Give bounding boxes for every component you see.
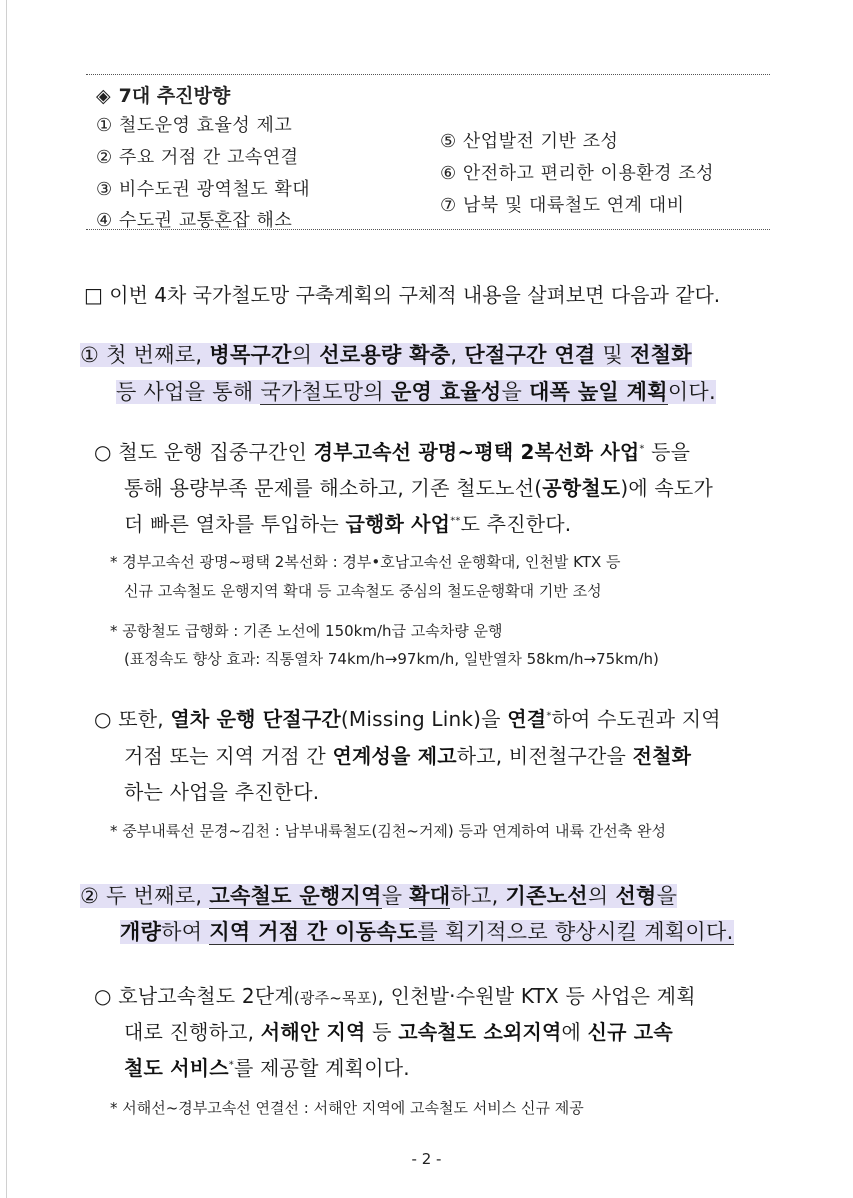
s1-b1-l2-seg1: 공항철도 — [542, 476, 621, 500]
s2-b1-l2-seg0: 대로 진행하고, — [124, 1020, 261, 1044]
s2-b1-l2-seg3: 고속철도 소외지역 — [398, 1020, 562, 1044]
s1-b2-l2-seg1: 연계성을 제고 — [332, 744, 457, 768]
s2-b1-l2-seg5: 신규 고속 — [587, 1020, 673, 1044]
s2-l1-seg8: 을 — [656, 884, 678, 908]
s1-l1-seg4: , — [450, 343, 465, 367]
direction-item-7: ⑦ 남북 및 대륙철도 연계 대비 — [440, 195, 685, 216]
section1-line2 — [116, 376, 716, 406]
s2-l1-seg4: 하고, — [450, 884, 506, 908]
s1-b2-l1-seg1: 열차 운행 단절구간 — [170, 707, 341, 731]
s1-l2-seg4: 대폭 높일 계획 — [529, 380, 668, 404]
section1-line1 — [80, 339, 692, 369]
direction-item-3: ③ 비수도권 광역철도 확대 — [96, 179, 311, 200]
s1-l1-seg0: ① 첫 번째로, — [80, 343, 210, 367]
s1-l1-seg3: 선로용량 확충 — [319, 343, 451, 367]
direction-item-4: ④ 수도권 교통혼잡 해소 — [96, 210, 293, 231]
s1-b2-l1-seg5: 하여 수도권과 지역 — [551, 707, 721, 731]
s1-l2-seg3: 을 — [501, 380, 530, 404]
intro-paragraph: □ 이번 4차 국가철도망 구축계획의 구체적 내용을 살펴보면 다음과 같다. — [84, 283, 721, 307]
s2-b1-l1-seg2: , 인천발·수원발 KTX 등 사업은 계획 — [377, 984, 696, 1008]
s2-bullet1-line3 — [124, 1052, 410, 1081]
direction-item-5: ⑤ 산업발전 기반 조성 — [440, 131, 619, 152]
s1-b2-l1-seg0: ○ 또한, — [94, 707, 171, 731]
s1-l1-seg1: 병목구간 — [209, 343, 292, 367]
direction-box — [86, 74, 770, 230]
s1-b1-l2-seg2: )에 속도가 — [620, 476, 713, 500]
s1-b1-l3-seg1: 급행화 사업 — [345, 512, 451, 536]
s1-b2-l1-seg2: (Missing Link)을 — [340, 707, 508, 731]
s1-b2-l2-seg2: 하고, 비전철구간을 — [456, 744, 633, 768]
s2-note1: * 서해선~경부고속선 연결선 : 서해안 지역에 고속철도 서비스 신규 제공 — [110, 1099, 584, 1117]
section2-line1 — [80, 880, 677, 910]
s1-l2-seg2: 운영 효율성 — [390, 380, 502, 404]
s1-b2-l2-seg3: 전철화 — [632, 744, 692, 768]
s1-note2-line1: * 공항철도 급행화 : 기존 노선에 150km/h급 고속차량 운행 — [110, 622, 503, 640]
s1-l1-seg2: 의 — [291, 343, 320, 367]
s2-l1-seg1: 고속철도 운행지역 — [209, 884, 382, 908]
s2-bullet1-line2 — [124, 1016, 673, 1045]
s2-l1-seg6: 의 — [587, 884, 616, 908]
section2-line2 — [120, 916, 734, 946]
s1-b1-l3-seg0: 더 빠른 열차를 투입하는 — [124, 512, 346, 536]
s2-l2-seg2: 지역 거점 간 이동속도 — [209, 920, 418, 944]
s2-b1-l1-seg0: ○ 호남고속철도 2단계 — [94, 984, 294, 1008]
s2-b1-l2-seg1: 서해안 지역 — [260, 1020, 366, 1044]
s1-b1-l3-mark: ** — [450, 515, 461, 527]
s1-l1-seg7: 전철화 — [630, 343, 692, 367]
s2-b1-l3-mark: * — [228, 1059, 234, 1071]
s1-note2-line2: (표정속도 향상 효과: 직통열차 74km/h→97km/h, 일반열차 58km/h→75km/h) — [124, 650, 659, 668]
s2-l1-seg2: 을 — [381, 884, 410, 908]
box-title-text: 7대 추진방향 — [118, 85, 231, 107]
s1-l2-seg5: 이다. — [667, 380, 716, 404]
s1-l2-seg1: 국가철도망의 — [260, 380, 391, 404]
s1-b1-l1-seg0: ○ 철도 운행 집중구간인 — [94, 440, 314, 464]
s1-bullet2-line3: 하는 사업을 추진한다. — [124, 780, 320, 804]
s1-bullet1-line1 — [94, 436, 690, 465]
s2-b1-l2-seg2: 등 — [365, 1020, 399, 1044]
s2-l2-seg1: 하여 — [161, 920, 210, 944]
s1-l2-seg0: 등 사업을 통해 — [116, 380, 261, 404]
s2-b1-l2-seg4: 에 — [561, 1020, 588, 1044]
s2-l1-seg3: 확대 — [409, 884, 451, 908]
s2-l1-seg5: 기존노선 — [505, 884, 588, 908]
direction-item-1: ① 철도운영 효율성 제고 — [96, 115, 293, 136]
s2-l2-seg3: 를 획기적으로 향상시킬 계획이다. — [417, 920, 734, 944]
s1-note1-line1: * 경부고속선 광명~평택 2복선화 : 경부•호남고속선 운행확대, 인천발 KTX 등 — [110, 553, 621, 571]
s1-bullet1-line2 — [124, 472, 713, 501]
s1-note1-line2: 신규 고속철도 운행지역 확대 등 고속철도 중심의 철도운행확대 기반 조성 — [124, 582, 602, 600]
s1-bullet2-line2 — [124, 740, 691, 769]
s1-b2-l2-seg0: 거점 또는 지역 거점 간 — [124, 744, 333, 768]
s1-b2-l1-seg3: 연결 — [507, 707, 547, 731]
s2-b1-l3-seg0: 철도 서비스 — [124, 1056, 229, 1080]
s1-b2-l1-mark: * — [546, 710, 552, 722]
s2-l1-seg7: 선형 — [615, 884, 657, 908]
s1-bullet1-line3 — [124, 508, 571, 537]
diamond-icon: ◈ — [96, 85, 111, 107]
s1-l1-seg5: 단절구간 연결 — [464, 343, 596, 367]
s2-l1-seg0: ② 두 번째로, — [80, 884, 210, 908]
s1-note3: * 중부내륙선 문경~김천 : 남부내륙철도(김천~거제) 등과 연계하여 내륙 간선축 완성 — [110, 822, 666, 840]
s1-b1-l1-seg3: 등을 — [644, 440, 691, 464]
s1-b1-l1-seg1: 경부고속선 광명~평택 2복선화 사업 — [313, 440, 640, 464]
s2-bullet1-line1 — [94, 980, 696, 1009]
s1-l2-underlined — [260, 380, 667, 405]
s1-b1-l1-mark: * — [639, 443, 645, 455]
direction-item-6: ⑥ 안전하고 편리한 이용환경 조성 — [440, 163, 715, 184]
box-title — [96, 81, 230, 108]
page-edge — [6, 0, 7, 1198]
s2-b1-l3-seg2: 를 제공할 계획이다. — [233, 1056, 410, 1080]
s1-l1-seg6: 및 — [595, 343, 631, 367]
s2-l2-seg0: 개량 — [120, 920, 162, 944]
direction-item-2: ② 주요 거점 간 고속연결 — [96, 147, 299, 168]
page-number: - 2 - — [411, 1150, 442, 1168]
s1-b1-l2-seg0: 통해 용량부족 문제를 해소하고, 기존 철도노선( — [124, 476, 543, 500]
s2-b1-l1-seg1: (광주~목포) — [293, 989, 378, 1007]
s1-bullet2-line1 — [94, 703, 721, 732]
s1-b1-l3-seg3: 도 추진한다. — [460, 512, 572, 536]
